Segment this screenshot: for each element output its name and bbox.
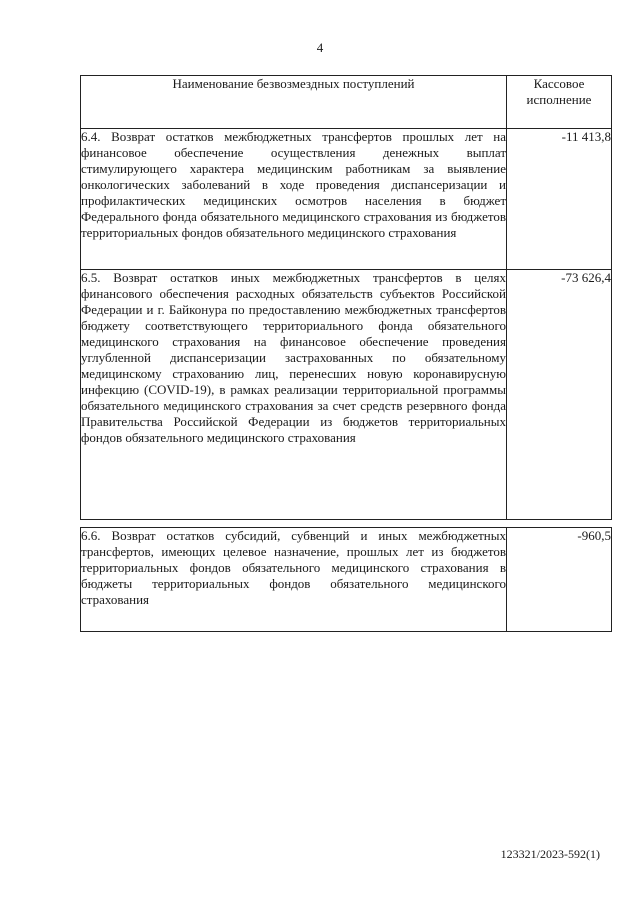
page-number: 4	[316, 40, 324, 55]
document-code: 123321/2023-592(1)	[500, 847, 600, 861]
header-name: Наименование безвозмездных поступлений	[81, 76, 507, 129]
table-row	[81, 129, 612, 270]
row-amount: -11 413,8	[507, 129, 612, 270]
table-header-row	[81, 76, 612, 129]
row-text: 6.5. Возврат остатков иных межбюджетных трансфертов в целях финансового обеспечения расходных обязательств субъектов Российской Федерации и г. Байконура по предоставлению межбюджетных трансфертов бюджету соответствующего территориального фонда обязательного медицинского страхования на финансовое обеспечение проведения углубленной диспансеризации застрахованных по обязательному медицинскому страхованию лиц, перенесших новую коронавирусную инфекцию (COVID-19), в рамках реализации территориальной программы обязательного медицинского страхования за счет средств резервного фонда Правительства Российской Федерации из бюджетов территориальных фондов обязательного медицинского страхования	[81, 270, 507, 520]
receipts-table	[80, 75, 612, 632]
row-text: 6.6. Возврат остатков субсидий, субвенций и иных межбюджетных трансфертов, имеющих целевое назначение, прошлых лет из бюджетов территориальных фондов обязательного медицинского страхования в бюджеты территориальных фондов обязательного медицинского страхования	[81, 528, 507, 632]
row-text: 6.4. Возврат остатков межбюджетных трансфертов прошлых лет на финансовое обеспечение осуществления денежных выплат стимулирующего характера медицинским работникам за выявление онкологических заболеваний в ходе проведения диспансеризации и профилактических медицинских осмотров населения в бюджет Федерального фонда обязательного медицинского страхования из бюджетов территориальных фондов обязательного медицинского страхования	[81, 129, 507, 270]
table-row	[81, 528, 612, 632]
row-amount: -73 626,4	[507, 270, 612, 520]
table-row	[81, 270, 612, 520]
header-amount: Кассовое исполнение	[507, 76, 612, 129]
row-amount: -960,5	[507, 528, 612, 632]
row-spacer	[81, 520, 612, 528]
